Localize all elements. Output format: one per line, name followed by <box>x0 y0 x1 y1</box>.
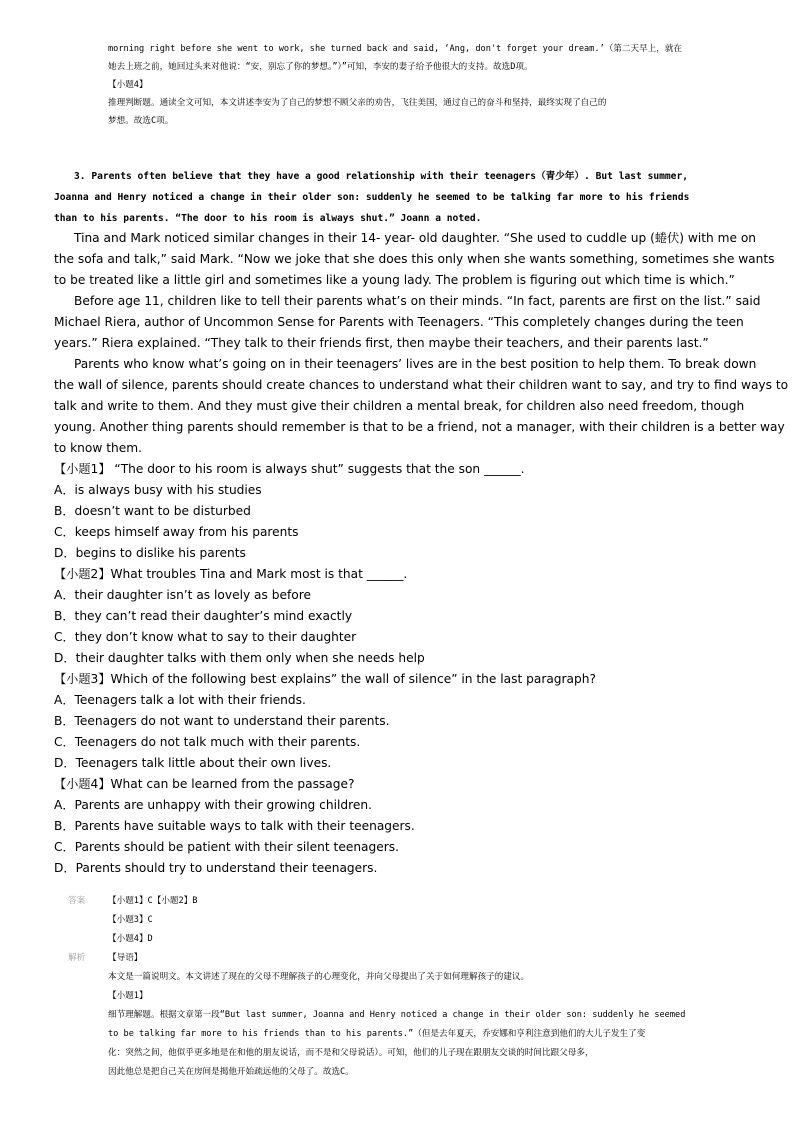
explanation-line: 细节理解题。根据文章第一段“But last summer, Joanna and Henry noticed a change in their older son: suddenly he seemed <box>108 1010 686 1020</box>
explanation-line: 因此他总是把自己关在房间是揭他开始疏远他的父母了。故选C。 <box>108 1067 354 1077</box>
passage-intro <box>54 166 754 229</box>
text-line: years.” Riera explained. “They talk to their friends first, then maybe their teachers, and their parents last.” <box>54 336 709 350</box>
answer-line: 【小题3】C <box>108 915 153 925</box>
text-line: C．keeps himself away from his parents <box>54 525 299 539</box>
explanation-line: 本文是一篇说明文。本文讲述了现在的父母不理解孩子的心理变化，并向父母提出了关于如何理解孩子的建议。 <box>108 972 530 982</box>
text-line: 【小题4】 <box>108 80 148 90</box>
text-line: A．Teenagers talk a lot with their friends. <box>54 693 306 707</box>
explanation-line: 化：突然之间，他似乎更多地是在和他的朋友说话，而不是和父母说话）。可知，他们的儿子现在跟朋友交谈的时间比跟父母多， <box>108 1048 594 1058</box>
previous-explanation <box>108 40 748 130</box>
text-line: 【小题1】 “The door to his room is always shut” suggests that the son ______. <box>54 462 525 476</box>
text-line: D．Teenagers talk little about their own lives. <box>54 756 332 770</box>
text-line: D．Parents should try to understand their teenagers. <box>54 861 378 875</box>
explanation-line: to be talking far more to his friends than to his parents.”（但是去年夏天，乔安娜和亨利注意到他们的大儿子发生了变 <box>108 1029 646 1039</box>
text-line: Before age 11, children like to tell their parents what’s on their minds. “In fact, parents are first on the list.” said <box>74 294 761 308</box>
text-line: the sofa and talk,” said Mark. “Now we joke that she does this only when she wants something, sometimes she wants <box>54 252 775 266</box>
text-line: 3. Parents often believe that they have a good relationship with their teenagers（青少年）. But last summer, <box>74 171 689 182</box>
answer-line: 【小题4】D <box>108 934 153 944</box>
text-line: D．their daughter talks with them only when she needs help <box>54 651 425 665</box>
answer-line: 【小题1】C【小题2】B <box>108 896 198 906</box>
text-line: 梦想。故选C项。 <box>108 116 174 126</box>
text-line: to know them. <box>54 441 142 455</box>
text-line: Parents who know what’s going on in their teenagers’ lives are in the best position to help them. To break down <box>74 357 757 371</box>
text-line: C．Teenagers do not talk much with their parents. <box>54 735 361 749</box>
explanation-content <box>108 949 685 1082</box>
passage-body-and-questions <box>54 228 789 879</box>
text-line: B．doesn’t want to be disturbed <box>54 504 251 518</box>
answer-label: 答案 <box>68 896 86 906</box>
text-line: B．Parents have suitable ways to talk with their teenagers. <box>54 819 415 833</box>
text-line: 推理判断题。通读全文可知，本文讲述李安为了自己的梦想不顾父亲的劝告，飞往美国，通过自己的奋斗和坚持，最终实现了自己的 <box>108 98 607 108</box>
explanation-line: 【小题1】 <box>108 991 148 1001</box>
text-line: A．Parents are unhappy with their growing children. <box>54 798 372 812</box>
text-line: 【小题3】Which of the following best explains” the wall of silence” in the last paragraph? <box>54 672 596 686</box>
text-line: 她去上班之前，她回过头来对他说：“安，别忘了你的梦想。”）”可知，李安的妻子给予他很大的支持。故选D项。 <box>108 62 533 72</box>
text-line: 【小题4】What can be learned from the passage? <box>54 777 355 791</box>
text-line: C．Parents should be patient with their silent teenagers. <box>54 840 399 854</box>
text-line: young. Another thing parents should remember is that to be a friend, not a manager, with their children is a better way <box>54 420 785 434</box>
text-line: A．their daughter isn’t as lovely as before <box>54 588 311 602</box>
text-line: Joanna and Henry noticed a change in their older son: suddenly he seemed to be talking far more to his friends <box>54 192 690 203</box>
text-line: Tina and Mark noticed similar changes in their 14- year- old daughter. “She used to cuddle up (蜷伏) with me on <box>74 231 757 245</box>
text-line: to be treated like a little girl and sometimes like a young lady. The problem is figuring out which time is which.” <box>54 273 735 287</box>
text-line: B．Teenagers do not want to understand their parents. <box>54 714 390 728</box>
text-line: than to his parents. “The door to his room is always shut.” Joann a noted. <box>54 213 482 224</box>
explanation-label: 解析 <box>68 953 86 963</box>
text-line: Michael Riera, author of Uncommon Sense for Parents with Teenagers. “This completely changes during the teen <box>54 315 744 329</box>
text-line: B．they can’t read their daughter’s mind exactly <box>54 609 353 623</box>
text-line: D．begins to dislike his parents <box>54 546 246 560</box>
text-line: C．they don’t know what to say to their daughter <box>54 630 357 644</box>
text-line: the wall of silence, parents should create chances to understand what their children want to say, and try to find ways to <box>54 378 789 392</box>
text-line: A．is always busy with his studies <box>54 483 262 497</box>
explanation-line: 【导语】 <box>108 953 143 963</box>
answer-content <box>108 892 197 949</box>
text-line: talk and write to them. And they must give their children a mental break, for children also need freedom, though <box>54 399 745 413</box>
text-line: morning right before she went to work, she turned back and said, ‘Ang, don't forget your dream.’（第二天早上，就在 <box>108 44 683 54</box>
answer-section <box>68 892 768 1082</box>
text-line: 【小题2】What troubles Tina and Mark most is that ______. <box>54 567 408 581</box>
